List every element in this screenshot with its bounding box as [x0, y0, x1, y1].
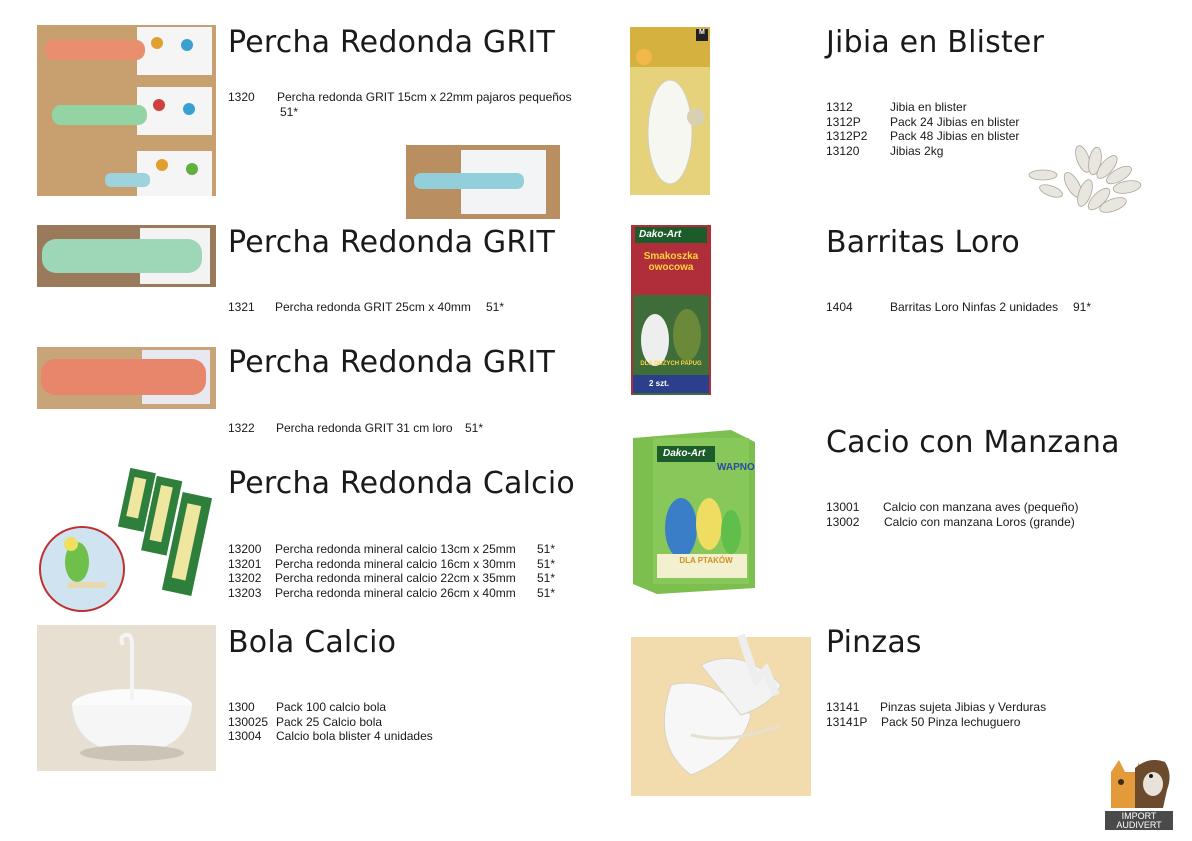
product-row: [826, 115, 1126, 130]
section-title: Pinzas: [826, 625, 922, 660]
product-description: Percha redonda mineral calcio 26cm x 40mm: [275, 585, 516, 600]
product-list: [826, 300, 1126, 315]
section-title: Jibia en Blister: [826, 25, 1045, 60]
product-code: 13203: [228, 585, 262, 600]
product-image-calcio-manzana: [631, 428, 756, 596]
product-image-jibia-blister: [630, 27, 710, 195]
product-list: [826, 700, 1126, 729]
product-code: 13201: [228, 556, 262, 571]
product-description: Barritas Loro Ninfas 2 unidades: [890, 300, 1059, 314]
product-list: [228, 542, 588, 600]
product-description: Percha redonda GRIT 25cm x 40mm: [275, 300, 471, 314]
product-list: [826, 500, 1126, 529]
product-price: 51*: [537, 542, 556, 556]
product-list: [228, 700, 588, 744]
product-description: Calcio con manzana Loros (grande): [884, 514, 1075, 529]
package-subtitle: DLA PTAKÓW: [679, 556, 733, 565]
product-image-barritas-loro: [631, 225, 711, 395]
product-row: [228, 586, 588, 601]
product-row: [826, 129, 1126, 144]
product-code: 1320: [228, 90, 255, 104]
product-price: 91*: [1073, 300, 1092, 314]
product-code: 13200: [228, 542, 262, 556]
product-description: Pack 50 Pinza lechuguero: [881, 714, 1021, 729]
product-image-bola-calcio: [37, 625, 216, 771]
product-price: 51*: [465, 421, 484, 435]
product-code: 13002: [826, 514, 860, 529]
product-row: [228, 715, 588, 730]
product-row: [826, 515, 1126, 530]
product-row-continuation: [228, 105, 588, 120]
product-code: 1404: [826, 300, 853, 314]
product-code: 1312P2: [826, 129, 868, 143]
product-description: Percha redonda GRIT 31 cm loro: [276, 421, 453, 435]
product-row: [228, 557, 588, 572]
product-price: 51*: [537, 585, 556, 600]
product-code: 1322: [228, 421, 255, 435]
product-image-percha-calcio: [37, 464, 216, 612]
product-price: 51*: [537, 556, 556, 571]
product-description: Pack 24 Jibias en blister: [890, 114, 1020, 129]
section-title: Bola Calcio: [228, 625, 397, 660]
product-code: 1300: [228, 700, 255, 714]
product-image-percha-grit-15: [37, 25, 216, 196]
product-description: Pack 48 Jibias en blister: [890, 129, 1020, 143]
blister-size-label: M: [699, 29, 705, 36]
section-title: Percha Redonda GRIT: [228, 225, 555, 260]
product-list: [228, 300, 588, 315]
product-description: Percha redonda mineral calcio 13cm x 25mm: [275, 542, 516, 556]
product-code: 13004: [228, 729, 262, 743]
product-price: 51*: [486, 300, 505, 314]
product-image-percha-grit-31: [37, 347, 216, 409]
product-code: 13141: [826, 700, 860, 714]
product-code: 13141P: [826, 714, 868, 729]
product-description: Percha redonda mineral calcio 16cm x 30mm: [275, 556, 516, 571]
package-subtitle: DLA DUŻYCH PAPUG: [640, 361, 702, 367]
product-code: 130025: [228, 714, 269, 729]
product-row: [228, 700, 588, 715]
product-code: 13120: [826, 143, 860, 158]
product-description: Jibia en blister: [890, 100, 967, 114]
product-row: [228, 300, 588, 315]
product-row: [826, 100, 1126, 115]
product-description: Calcio con manzana aves (pequeño): [883, 500, 1079, 514]
product-row: [826, 300, 1126, 315]
product-description: Percha redonda GRIT 15cm x 22mm pajaros pequeños: [277, 90, 572, 104]
product-description: Calcio bola blister 4 unidades: [276, 729, 433, 743]
product-row: [228, 571, 588, 586]
product-code: 1312: [826, 100, 853, 114]
product-code: 1321: [228, 300, 255, 314]
product-price: 51*: [280, 104, 299, 119]
logo-line-1: IMPORT: [1121, 811, 1157, 821]
product-description: Pinzas sujeta Jibias y Verduras: [880, 700, 1047, 714]
product-list: [228, 421, 588, 436]
brand-label: Dako-Art: [639, 229, 682, 240]
product-code: 13001: [826, 500, 860, 514]
product-code: 13202: [228, 571, 262, 585]
section-title: Cacio con Manzana: [826, 425, 1120, 460]
section-title: Barritas Loro: [826, 225, 1020, 260]
section-title: Percha Redonda GRIT: [228, 345, 555, 380]
section-title: Percha Redonda Calcio: [228, 466, 575, 501]
product-row: [826, 700, 1126, 715]
product-image-pinzas: [631, 625, 811, 796]
product-list: [228, 90, 588, 119]
product-description: Percha redonda mineral calcio 22cm x 35mm: [275, 571, 516, 585]
import-audivert-logo: [1105, 750, 1173, 830]
product-row: [228, 421, 588, 436]
product-description: Pack 25 Calcio bola: [276, 714, 383, 729]
product-row: [826, 144, 1126, 159]
product-code: 1312P: [826, 114, 861, 129]
product-description: Pack 100 calcio bola: [276, 700, 387, 714]
product-row: [826, 500, 1126, 515]
product-row: [826, 715, 1126, 730]
product-row: [228, 90, 588, 105]
product-row: [228, 542, 588, 557]
product-price: 51*: [537, 571, 556, 585]
package-title: WAPNO: [717, 462, 755, 473]
brand-label: Dako-Art: [663, 448, 706, 459]
package-count: 2 szt.: [649, 379, 670, 388]
product-list: [826, 100, 1126, 158]
logo-label: [1105, 811, 1173, 830]
section-title: Percha Redonda GRIT: [228, 25, 555, 60]
product-description: Jibias 2kg: [890, 143, 944, 158]
product-image-percha-grit-15-detail: [406, 145, 560, 219]
product-image-percha-grit-25: [37, 225, 216, 287]
package-title: Smakoszka owocowa: [643, 251, 699, 273]
logo-line-2: AUDIVERT: [1116, 820, 1162, 830]
product-row: [228, 729, 588, 744]
